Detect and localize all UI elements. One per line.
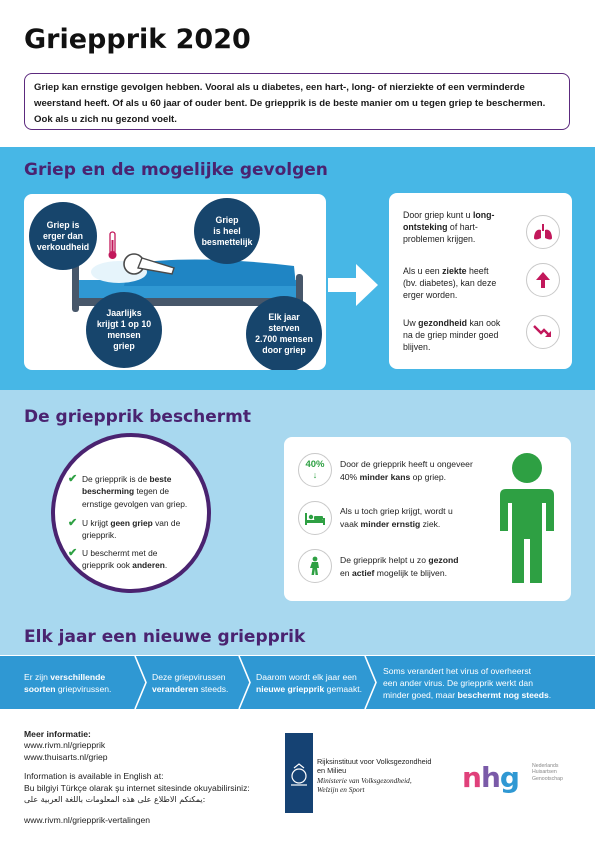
step-chevron-separator [364,656,378,709]
nhg-logo-subtitle: Nederlands Huisartsen Genootschap [532,763,563,782]
link-rivm-translations[interactable]: www.rivm.nl/griepprik-vertalingen [24,815,151,826]
consequence-lung-heart: Door griep kunt u long- ontsteking of hart- problemen krijgen. [403,210,495,244]
protection-benefits-card [284,437,571,601]
arrow-right-icon [326,258,382,312]
step-different-viruses: Er zijn verschillende soorten griepvirussen. [24,671,112,694]
intro-line-1: Griep kan ernstige gevolgen hebben. Vooral als u diabetes, een hart-, long- of nierziekte of een verminderde [34,82,525,93]
section1-title: Griep en de mogelijke gevolgen [24,160,328,180]
link-rivm-griepprik[interactable]: www.rivm.nl/griepprik [24,740,106,751]
protection-checklist-circle [51,433,211,593]
check-item-no-flu-from-vaccine: ✔ U krijgt geen griep van de griepprik. [68,517,181,541]
person-in-bed-icon [298,501,332,535]
section2-title: De griepprik beschermt [24,407,251,427]
checkmark-icon: ✔ [68,517,78,529]
more-info-heading: Meer informatie: [24,729,91,739]
page-title: Griepprik 2020 [24,24,251,55]
turkish-info-text: Bu bilgiyi Türkçe olarak şu internet sitesinde okuyabilirsiniz: [24,782,250,793]
step-chevron-separator [238,656,252,709]
footer-info [24,729,250,827]
intro-line-3: Ook als u zich nu gezond voelt. [34,114,177,125]
check-item-protect-others: ✔ U beschermt met de griepprik ook anderen. [68,547,168,571]
bubble-one-in-ten: Jaarlijks krijgt 1 op 10 mensen griep [86,292,162,368]
yearly-vaccine-steps-bar [0,656,595,709]
checkmark-icon: ✔ [68,473,78,485]
forty-percent-down-icon: 40% ↓ [298,453,332,487]
step-still-protects: Soms verandert het virus of overheerst een ander virus. De griepprik werkt dan minder goed, maar beschermt nog steeds. [383,665,552,700]
lungs-icon [526,215,560,249]
consequence-disease-worse: Als u een ziekte heeft (bv. diabetes), kan deze erger worden. [403,266,497,300]
check-item-best-protection: ✔ De griepprik is de beste bescherming tegen de ernstige gevolgen van griep. [68,473,188,509]
consequences-card [389,193,572,369]
rivm-logo-text: Rijksinstituut voor Volksgezondheid en Milieu Ministerie van Volksgezondheid, Welzijn en Sport [317,757,432,795]
step-viruses-change: Deze griepvirussen veranderen steeds. [152,671,229,694]
nhg-logo: nhg [462,761,519,794]
arrow-up-icon [526,263,560,297]
step-new-vaccine: Daarom wordt elk jaar een nieuwe griepprik gemaakt. [256,671,363,694]
bubble-flu-contagious: Griep is heel besmettelijk [194,198,260,264]
healthy-person-figure-icon [494,451,560,587]
intro-line-2: weerstand heeft. Of als u 60 jaar of ouder bent. De griepprik is de beste manier om u tegen griep te beschermen. [34,98,546,109]
active-person-icon [298,549,332,583]
checkmark-icon: ✔ [68,547,78,559]
benefit-healthy-active: De griepprik helpt u zo gezond en actief mogelijk te blijven. [340,555,459,578]
consequence-health-decline: Uw gezondheid kan ook na de griep minder goed blijven. [403,318,501,352]
link-thuisarts-griep[interactable]: www.thuisarts.nl/griep [24,751,108,762]
bubble-flu-worse-than-cold: Griep is erger dan verkoudheid [29,202,97,270]
rijksoverheid-logo-icon [285,733,313,813]
intro-box [24,73,570,130]
section3-title: Elk jaar een nieuwe griepprik [24,627,306,647]
bubble-deaths-per-year: Elk jaar sterven 2.700 mensen door griep [246,296,322,370]
step-chevron-separator [134,656,148,709]
bed-scene-card [24,194,326,370]
benefit-less-severe: Als u toch griep krijgt, wordt u vaak minder ernstig ziek. [340,506,453,529]
trend-down-icon [526,315,560,349]
arabic-info-text: يمكنكم الاطلاع على هذه المعلومات باللغة العربية على: [24,795,206,805]
english-info-text: Information is available in English at: [24,771,164,782]
benefit-less-chance: Door de griepprik heeft u ongeveer 40% minder kans op griep. [340,459,473,482]
